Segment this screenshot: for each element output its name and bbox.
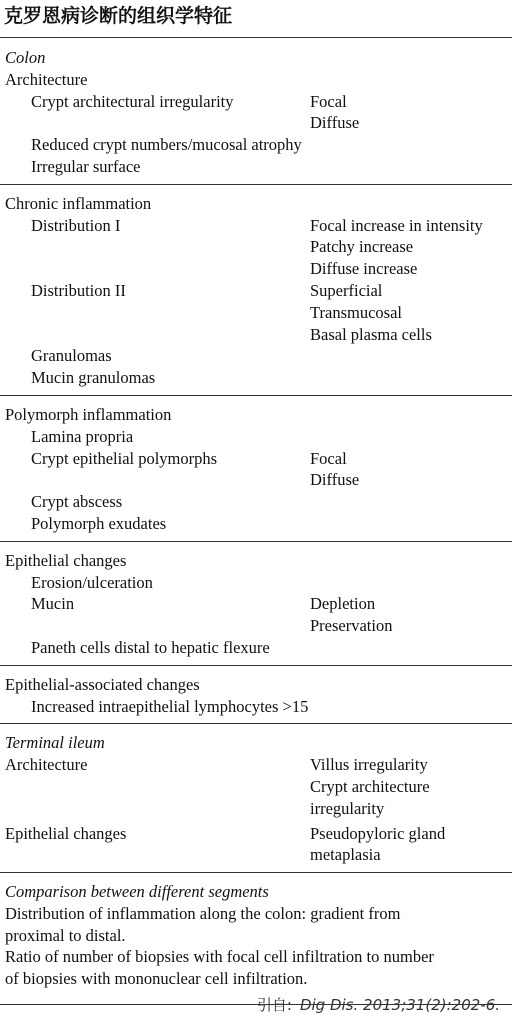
erosion-ulceration: Erosion/ulceration <box>31 572 153 592</box>
option-irregularity: irregularity <box>310 798 385 818</box>
paneth-cells: Paneth cells distal to hepatic flexure <box>31 637 270 657</box>
citation <box>257 994 500 1015</box>
section-colon-architecture <box>0 38 512 185</box>
table-row <box>0 280 512 345</box>
section-epithelial-changes <box>0 542 512 666</box>
granulomas: Granulomas <box>31 346 112 366</box>
option-patchy-increase: Patchy increase <box>310 237 414 257</box>
section-comparison <box>0 873 512 1005</box>
crypt-irregularity: Crypt architectural irregularity <box>31 91 234 111</box>
table-row <box>0 448 512 492</box>
option-focal-increase: Focal increase in intensity <box>310 215 483 235</box>
table-row <box>0 593 512 637</box>
ileum-epithelial-changes: Epithelial changes <box>5 823 127 843</box>
option-metaplasia: metaplasia <box>310 845 381 865</box>
option-diffuse: Diffuse <box>310 470 360 490</box>
chronic-label: Chronic inflammation <box>5 193 152 213</box>
option-transmucosal: Transmucosal <box>310 302 402 322</box>
option-diffuse-increase: Diffuse increase <box>310 259 418 279</box>
intraepithelial-lymphocytes: Increased intraepithelial lymphocytes >15 <box>31 696 309 716</box>
crypt-abscess: Crypt abscess <box>31 492 123 512</box>
epithelial-label: Epithelial changes <box>5 550 127 570</box>
option-basal-plasma: Basal plasma cells <box>310 324 432 344</box>
section-epithelial-associated <box>0 666 512 725</box>
mucin-granulomas: Mucin granulomas <box>31 368 156 388</box>
option-focal: Focal <box>310 448 347 468</box>
option-focal: Focal <box>310 91 347 111</box>
colon-heading: Colon <box>5 48 46 67</box>
option-superficial: Superficial <box>310 280 383 300</box>
citation-reference: Dig Dis. 2013;31(2):202-6. <box>299 996 500 1014</box>
option-villus-irregularity: Villus irregularity <box>310 755 428 775</box>
architecture-label: Architecture <box>5 69 88 89</box>
option-crypt-architecture: Crypt architecture <box>310 776 430 796</box>
option-depletion: Depletion <box>310 594 376 614</box>
polymorph-exudates: Polymorph exudates <box>31 513 167 533</box>
mucin: Mucin <box>31 594 75 614</box>
option-preservation: Preservation <box>310 616 393 636</box>
option-pseudopyloric: Pseudopyloric gland <box>310 823 446 843</box>
comparison-line: proximal to distal. <box>5 925 126 945</box>
ileum-heading: Terminal ileum <box>5 733 105 753</box>
polymorph-label: Polymorph inflammation <box>5 404 172 424</box>
comparison-line: Ratio of number of biopsies with focal cell infiltration to number <box>5 947 434 967</box>
comparison-line: Distribution of inflammation along the colon: gradient from <box>5 903 401 923</box>
distribution-2: Distribution II <box>31 280 126 300</box>
comparison-heading: Comparison between different segments <box>5 882 269 902</box>
section-terminal-ileum <box>0 724 512 873</box>
lamina-propria: Lamina propria <box>31 426 134 446</box>
reduced-crypt: Reduced crypt numbers/mucosal atrophy <box>31 135 302 155</box>
section-chronic-inflammation <box>0 185 512 396</box>
table-row <box>0 91 512 135</box>
distribution-1: Distribution I <box>31 215 121 235</box>
table-row <box>0 823 512 867</box>
option-diffuse: Diffuse <box>310 113 360 133</box>
table-row <box>0 215 512 280</box>
irregular-surface: Irregular surface <box>31 156 141 176</box>
page-title: 克罗恩病诊断的组织学特征 <box>4 5 233 27</box>
citation-prefix: 引自: <box>256 996 292 1014</box>
ileum-architecture: Architecture <box>5 755 88 775</box>
histology-table <box>0 37 512 1005</box>
section-polymorph-inflammation <box>0 396 512 542</box>
crypt-epithelial-polymorphs: Crypt epithelial polymorphs <box>31 448 218 468</box>
table-row <box>0 754 512 819</box>
epi-assoc-label: Epithelial-associated changes <box>5 674 200 694</box>
comparison-line: of biopsies with mononuclear cell infiltration. <box>5 969 308 989</box>
